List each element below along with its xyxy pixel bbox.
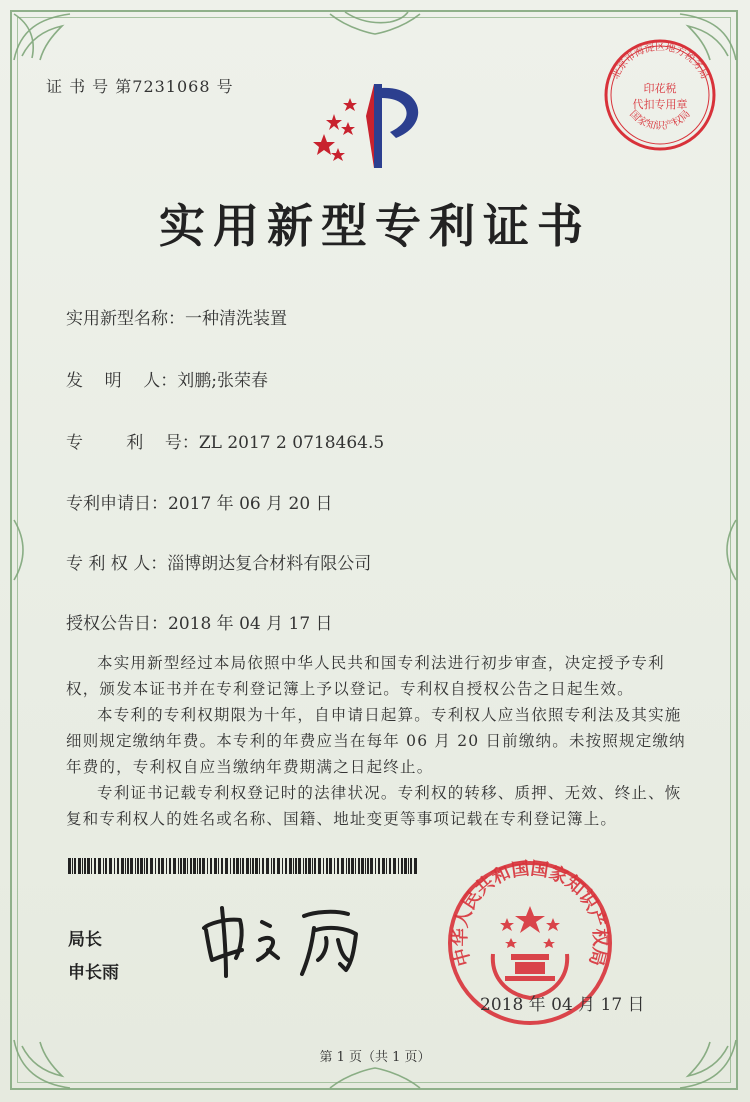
- barcode-bar: [285, 858, 287, 874]
- field-inventor: 发 明 人：刘鹏;张荣春: [66, 371, 268, 391]
- body-paragraph-3: 专利证书记载专利权登记时的法律状况。专利权的转移、质押、无效、终止、恢复和专利权人的姓名或名称、国籍、地址变更等事项记载在专利登记簿上。: [66, 784, 682, 828]
- barcode-bar: [105, 858, 107, 874]
- svg-text:印花税: 印花税: [643, 82, 677, 95]
- barcode-bar: [393, 858, 396, 874]
- barcode-bar: [367, 858, 369, 874]
- barcode-bar: [303, 858, 304, 874]
- barcode-bar: [146, 858, 148, 874]
- barcode-bar: [389, 858, 391, 874]
- barcode-bar: [190, 858, 192, 874]
- barcode-bar: [314, 858, 316, 874]
- stars-icon: [313, 98, 357, 161]
- barcode-bar: [98, 858, 101, 874]
- barcode-bar: [255, 858, 258, 874]
- barcode-bar: [312, 858, 313, 874]
- barcode-bar: [262, 858, 264, 874]
- barcode-bar: [74, 858, 76, 874]
- barcode: [68, 858, 418, 874]
- barcode-bar: [334, 858, 335, 874]
- barcode-bar: [289, 858, 292, 874]
- barcode-bar: [144, 858, 145, 874]
- certificate-number: 证 书 号 第7231068 号: [46, 77, 234, 96]
- barcode-bar: [121, 858, 124, 874]
- barcode-bar: [370, 858, 373, 874]
- barcode-bar: [386, 858, 387, 874]
- barcode-bar: [117, 858, 119, 874]
- stamp-duty-seal: [601, 36, 719, 154]
- barcode-bar: [214, 858, 217, 874]
- barcode-bar: [355, 858, 356, 874]
- barcode-bar: [358, 858, 360, 874]
- svg-text:北京市海淀区地方税务局: 北京市海淀区地方税务局: [610, 42, 710, 81]
- barcode-bar: [225, 858, 228, 874]
- barcode-bar: [282, 858, 283, 874]
- barcode-bar: [125, 858, 126, 874]
- barcode-bar: [169, 858, 171, 874]
- field-utility-model-name: 实用新型名称：一种清洗装置: [66, 309, 287, 329]
- barcode-bar: [68, 858, 71, 874]
- field-grant-date: 授权公告日：2018 年 04 月 17 日: [66, 614, 333, 634]
- barcode-bar: [197, 858, 198, 874]
- barcode-bar: [180, 858, 182, 874]
- barcode-bar: [348, 858, 350, 874]
- barcode-bar: [137, 858, 139, 874]
- barcode-bar: [94, 858, 96, 874]
- barcode-bar: [326, 858, 328, 874]
- barcode-bar: [323, 858, 324, 874]
- barcode-bar: [341, 858, 344, 874]
- barcode-bar: [84, 858, 86, 874]
- barcode-bar: [221, 858, 223, 874]
- director-name: 申长雨: [68, 963, 119, 983]
- barcode-bar: [414, 858, 417, 874]
- barcode-bar: [140, 858, 143, 874]
- barcode-bar: [293, 858, 294, 874]
- barcode-bar: [305, 858, 307, 874]
- barcode-bar: [127, 858, 129, 874]
- barcode-bar: [218, 858, 219, 874]
- barcode-bar: [109, 858, 112, 874]
- barcode-bar: [161, 858, 164, 874]
- barcode-bar: [183, 858, 186, 874]
- barcode-bar: [155, 858, 156, 874]
- barcode-bar: [337, 858, 339, 874]
- barcode-bar: [207, 858, 208, 874]
- barcode-bar: [401, 858, 403, 874]
- barcode-bar: [273, 858, 275, 874]
- barcode-bar: [250, 858, 251, 874]
- field-application-date: 专利申请日：2017 年 06 月 20 日: [66, 494, 333, 514]
- barcode-bar: [277, 858, 280, 874]
- barcode-bar: [351, 858, 354, 874]
- barcode-bar: [382, 858, 385, 874]
- barcode-bar: [178, 858, 179, 874]
- patent-office-logo: [304, 76, 444, 176]
- barcode-bar: [266, 858, 269, 874]
- barcode-bar: [193, 858, 196, 874]
- barcode-bar: [135, 858, 136, 874]
- body-paragraphs: [66, 650, 686, 832]
- barcode-bar: [252, 858, 254, 874]
- barcode-bar: [318, 858, 321, 874]
- barcode-bar: [130, 858, 133, 874]
- barcode-bar: [308, 858, 311, 874]
- barcode-bar: [346, 858, 347, 874]
- svg-text:中华人民共和国国家知识产权局: 中华人民共和国国家知识产权局: [449, 858, 611, 969]
- barcode-bar: [114, 858, 115, 874]
- barcode-bar: [329, 858, 332, 874]
- barcode-bar: [78, 858, 81, 874]
- barcode-bar: [210, 858, 212, 874]
- barcode-bar: [365, 858, 366, 874]
- barcode-bar: [408, 858, 409, 874]
- barcode-bar: [404, 858, 407, 874]
- barcode-bar: [187, 858, 188, 874]
- barcode-bar: [82, 858, 83, 874]
- barcode-bar: [295, 858, 297, 874]
- barcode-bar: [233, 858, 235, 874]
- barcode-bar: [202, 858, 205, 874]
- barcode-bar: [361, 858, 364, 874]
- body-paragraph-1: 本实用新型经过本局依照中华人民共和国专利法进行初步审查，决定授予专利权，颁发本证书并在专利登记簿上予以登记。专利权自授权公告之日起生效。: [66, 654, 665, 698]
- barcode-bar: [271, 858, 272, 874]
- national-emblem-icon: [493, 906, 567, 998]
- barcode-bar: [103, 858, 104, 874]
- page-number: 第 1 页（共 1 页）: [319, 1050, 431, 1065]
- barcode-bar: [240, 858, 241, 874]
- barcode-bar: [298, 858, 301, 874]
- barcode-bar: [375, 858, 376, 874]
- barcode-bar: [242, 858, 244, 874]
- barcode-bar: [91, 858, 92, 874]
- barcode-bar: [150, 858, 153, 874]
- field-patentee: 专 利 权 人：淄博朗达复合材料有限公司: [66, 554, 372, 574]
- barcode-bar: [173, 858, 176, 874]
- director-title: 局长: [68, 930, 102, 950]
- barcode-bar: [158, 858, 160, 874]
- barcode-bar: [87, 858, 90, 874]
- barcode-bar: [398, 858, 399, 874]
- barcode-bar: [230, 858, 231, 874]
- barcode-bar: [199, 858, 201, 874]
- barcode-bar: [166, 858, 167, 874]
- seal-date: 2018 年 04 月 17 日: [480, 995, 645, 1015]
- svg-text:国家知识产权局: 国家知识产权局: [627, 108, 693, 133]
- svg-text:代扣专用章: 代扣专用章: [632, 98, 688, 111]
- director-signature: [196, 900, 386, 980]
- barcode-bar: [246, 858, 249, 874]
- field-patent-number: 专 利 号：ZL 2017 2 0718464.5: [66, 433, 385, 453]
- barcode-bar: [236, 858, 239, 874]
- barcode-bar: [259, 858, 260, 874]
- certificate-title: 实用新型专利证书: [159, 199, 591, 253]
- barcode-bar: [378, 858, 380, 874]
- barcode-bar: [72, 858, 73, 874]
- body-paragraph-2: 本专利的专利权期限为十年，自申请日起算。专利权人应当依照专利法及其实施细则规定缴纳年费。本专利的年费应当在每年 06 月 20 日前缴纳。未按照规定缴纳年费的，专利权自应当缴纳年费期满之日起终止。: [66, 706, 686, 776]
- barcode-bar: [410, 858, 412, 874]
